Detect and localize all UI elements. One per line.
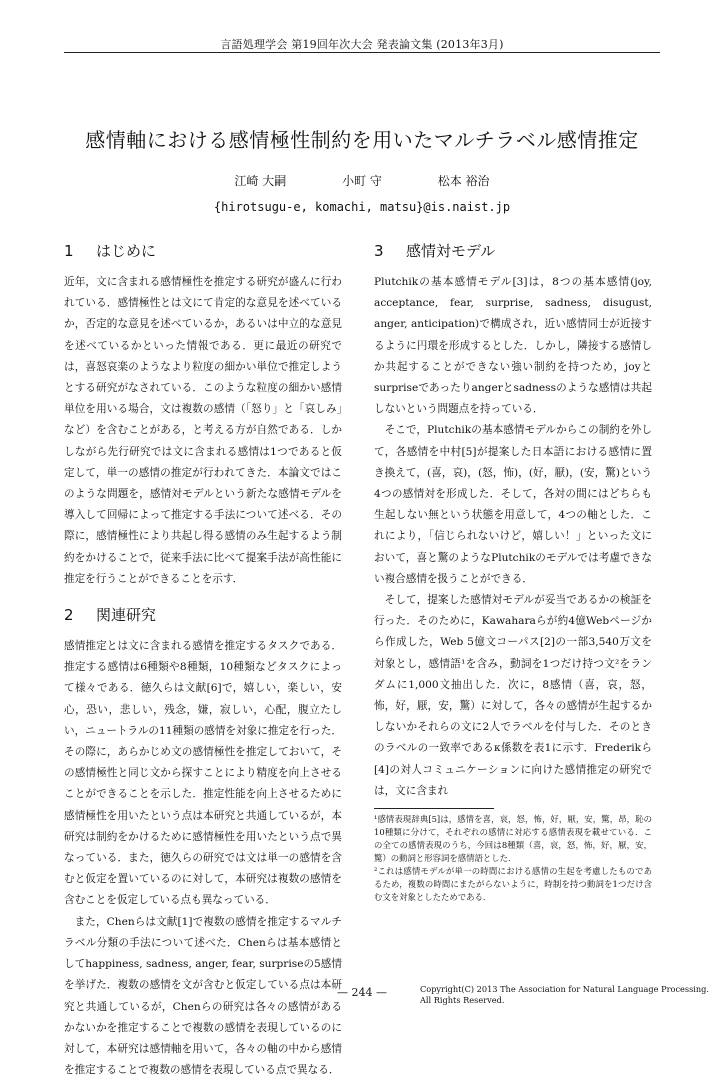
running-head: 言語処理学会 第19回年次大会 発表論文集 (2013年3月) xyxy=(220,38,504,51)
paragraph: そして，提案した感情対モデルが妥当であるかの検証を行った．そのために，Kawaharaらが約4億Webページから作成した，Web 5億文コーパス[2]の一部3,540万文を対象とし，感情語¹を含み，動詞を1つだけ持つ文²をランダムに1,000文抽出した．次に，8感情（喜，哀，怒，怖，好，厭，安，驚）に対して，各々の感情が生起するかしないかそれらの文に2人でラベルを付与した．そのときのラベルの一致率であるκ係数を表1に示す．Frederikら[4]の対人コミュニケーションに向けた感情推定の研究では，文に含まれ xyxy=(374,594,652,797)
left-column xyxy=(64,240,342,1081)
section-1-heading xyxy=(64,240,342,262)
paragraph: 感情推定とは文に含まれる感情を推定するタスクである．推定する感情は6種類や8種類，10種類などタスクによって様々である．徳久らは文献[6]で，嬉しい，楽しい，安心，恐い，悲しい，残念，嫌，寂しい，心配，腹立たしい，ニュートラルの11種類の感情を対象に推定を行った．その際に，あらかじめ文の感情極性を推定しておいて，その感情極性と同じ文から探すことにより精度を向上させることができることを示した．推定性能を向上させるために感情極性を用いたという点は本研究と共通しているが，本研究は制約をかけるために感情極性を用いたという点で異なっている．また，徳久らの研究では文は単一の感情を含むと仮定を置いているのに対して，本研究は複数の感情を含むことを仮定している点も異なっている． xyxy=(64,640,343,907)
paragraph: Plutchikの基本感情モデル[3]は，8つの基本感情(joy, acceptance, fear, surprise, sadness, disugust, anger, anticipation)で構成され，近い感情同士が近接するように円環を形成するとした．しかし，隣接する感情しか共起することができない強い制約を持つため，joyとsurpriseであったりangerとsadnessのような感情は共起しないという問題点を持っている． xyxy=(374,276,652,416)
author-name: 江崎 大嗣 xyxy=(234,174,287,188)
footnotes xyxy=(374,813,652,904)
paragraph: また，Chenらは文献[1]で複数の感情を推定するマルチラベル分類の手法について述べた．Chenらは基本感情としてhappiness, sadness, anger, fear, surpriseの5感情を挙げた．複数の感情を文が含むと仮定している点は本研究と共通しているが，Chenらの研究は各々の感情があるかないかを推定することで複数の感情を表現しているのに対して，本研究は感情軸を用いて，各々の軸の中から感情を推定することで複数の感情を表現している点で異なる． xyxy=(64,915,342,1077)
footnote-rule xyxy=(374,808,494,809)
author-list xyxy=(64,172,660,189)
paragraph: そこで，Plutchikの基本感情モデルからこの制約を外して，各感情を中村[5]が提案した日本語における感情に置き換えて，(喜，哀)，(怒，怖)，(好，厭)，(安，驚)という4つの感情対を形成した．そして，各対の間にはどちらも生起しない無という状態を用意して，4つの軸とした．これにより，「信じられないけど，嬉しい！」といった文において，喜と驚のようなPlutchikのモデルでは考慮できない複合感情を扱うことができる． xyxy=(374,424,652,585)
section-number: 1 xyxy=(64,242,74,260)
copyright-notice xyxy=(420,984,710,1006)
right-column xyxy=(374,240,652,904)
author-name: 小町 守 xyxy=(342,174,382,188)
section-number: 3 xyxy=(374,242,384,260)
section-number: 2 xyxy=(64,606,74,625)
section-title: 感情対モデル xyxy=(406,242,496,260)
section-title: はじめに xyxy=(96,242,157,260)
author-name: 松本 裕治 xyxy=(437,174,490,188)
paragraph: 近年，文に含まれる感情極性を推定する研究が盛んに行われている．感情極性とは文にて肯定的な意見を述べているか，否定的な意見を述べているか，あるいは中立的な意見を述べているかといった情報である．更に最近の研究では，喜怒哀楽のようなより粒度の細かい単位で推定しようとする研究がなされている．このような粒度の細かい感情単位を用いる場合，文は複数の感情（「怒り」と「哀しみ」など）を含むことがある，と考える方が自然である．しかしながら先行研究では文に含まれる感情は1つであると仮定して，単一の感情の推定が行われてきた．本論文ではこのような問題を，感情対モデルという新たな感情モデルを導入して回帰によって推定する手法について述べる．その際に，感情極性により共起し得る感情のみ生起するよう制約をかけることで，従来手法に比べて提案手法が高性能に推定を行うことができることを示す． xyxy=(64,276,342,585)
copyright-line: All Rights Reserved. xyxy=(420,995,505,1005)
section-2-heading xyxy=(64,604,342,626)
footnote: ²これは感情モデルが単一の時間における感情の生起を考慮したものであるため，複数の時間にまたがらないように，時制を持つ動詞を1つだけ含む文を対象としたためである． xyxy=(374,866,652,903)
page-number: — 244 — xyxy=(337,986,387,999)
section-title: 関連研究 xyxy=(96,606,157,625)
section-3-heading xyxy=(374,240,652,262)
footnote: ¹感情表現辞典[5]は，感情を喜，哀，怒，怖，好，厭，安，驚，昂，恥の10種類に分けて，それぞれの感情に対応する感情表現を載せている．この全ての感情表現のうち，今回は8種類（喜，哀，怒，怖，好，厭，安，驚）の動詞と形容詞を感情語とした． xyxy=(374,814,652,864)
paper-title: 感情軸における感情極性制約を用いたマルチラベル感情推定 xyxy=(85,128,639,152)
header-rule xyxy=(64,52,660,53)
copyright-line: Copyright(C) 2013 The Association for Natural Language Processing. xyxy=(420,984,710,994)
author-email: {hirotsugu-e, komachi, matsu}@is.naist.jp xyxy=(213,200,511,214)
